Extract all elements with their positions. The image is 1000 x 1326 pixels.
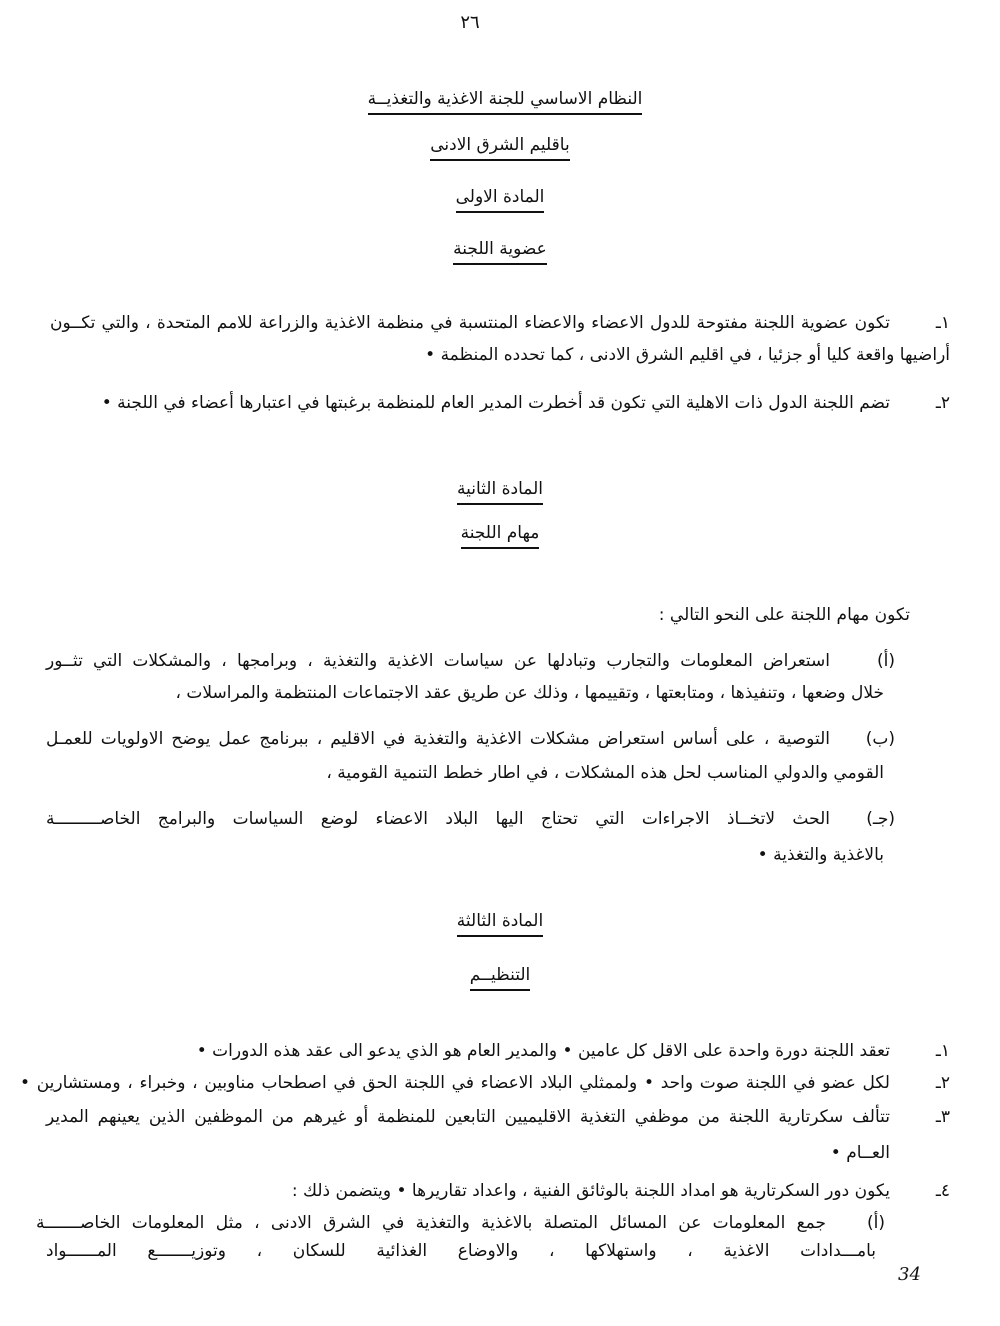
- article-2-item-a-line-2: خلال وضعها ، وتنفيذها ، ومتابعتها ، وتقييمها ، وذلك عن طريق عقد الاجتماعات المنتظمة والمراسلات ،: [175, 683, 884, 703]
- page-number: ٢٦: [460, 12, 480, 33]
- article-2-item-b-line-1: التوصية ، على أساس استعراض مشكلات الاغذية والتغذية في الاقليم ، ببرنامج عمل يوضح الاولويات للعمـل: [46, 729, 830, 749]
- article-3-item-2-line-1: لكل عضو في اللجنة صوت واحد • ولممثلي البلاد الاعضاء في اللجنة الحق في اصطحاب مناوبين ، وخبراء ، ومستشارين •: [20, 1073, 890, 1093]
- item-number: ٢ـ: [935, 393, 950, 413]
- article-2-item-c-line-2: بالاغذية والتغذية •: [757, 845, 884, 865]
- article-3-item-1-line-1: تعقد اللجنة دورة واحدة على الاقل كل عامين • والمدير العام هو الذي يدعو الى عقد هذه الدورات •: [196, 1041, 890, 1061]
- item-number: ٢ـ: [935, 1073, 950, 1093]
- article-2-intro: تكون مهام اللجنة على النحو التالي :: [658, 605, 910, 625]
- article-1-heading: المادة الاولى: [456, 187, 545, 213]
- article-2-item-c-line-1: الحث لاتخــاذ الاجراءات التي تحتاج اليها البلاد الاعضاء لوضع السياسات والبرامج الخاصـــــــــة: [46, 809, 830, 829]
- item-letter: (جـ): [866, 809, 895, 829]
- article-3-subitem-a-line-2: بامـــدادات الاغذية ، واستهلاكها ، والاوضاع الغذائية للسكان ، وتوزيـــــــع المــــــواد: [46, 1241, 876, 1261]
- article-3-heading: المادة الثالثة: [457, 911, 543, 937]
- article-1-item-1-line-1: تكون عضوية اللجنة مفتوحة للدول الاعضاء والاعضاء المنتسبة في منظمة الاغذية والزراعة للامم المتحدة ، والتي تكــون: [50, 313, 890, 333]
- article-1-item-2-line-1: تضم اللجنة الدول ذات الاهلية التي تكون قد أخطرت المدير العام للمنظمة برغبتها في اعتبارها أعضاء في اللجنة •: [101, 393, 890, 413]
- item-letter: (ب): [865, 729, 895, 749]
- article-3-item-3-line-2: العــام •: [830, 1143, 890, 1163]
- item-number: ١ـ: [935, 313, 950, 333]
- article-1-item-1-line-2: أراضيها واقعة كليا أو جزئيا ، في اقليم الشرق الادنى ، كما تحدده المنظمة •: [425, 345, 950, 365]
- article-3-subheading: التنظيــم: [470, 965, 531, 991]
- item-number: ١ـ: [935, 1041, 950, 1061]
- document-title: النظام الاساسي للجنة الاغذية والتغذيــة: [368, 89, 643, 115]
- article-2-subheading: مهام اللجنة: [461, 523, 540, 549]
- article-2-item-b-line-2: القومي والدولي المناسب لحل هذه المشكلات ، في اطار خطط التنمية القومية ،: [326, 763, 884, 783]
- handwritten-page-number: 34: [898, 1264, 921, 1285]
- item-number: ٤ـ: [935, 1181, 950, 1201]
- article-2-heading: المادة الثانية: [457, 479, 543, 505]
- item-number: ٣ـ: [935, 1107, 950, 1127]
- article-2-item-a-line-1: استعراض المعلومات والتجارب وتبادلها عن سياسات الاغذية والتغذية ، وبرامجها ، والمشكلات التي تثــور: [46, 651, 830, 671]
- article-3-item-3-line-1: تتألف سكرتارية اللجنة من موظفي التغذية الاقليميين التابعين للمنظمة أو غيرهم من الموظفين الذين يعينهم المدير: [46, 1107, 890, 1127]
- item-letter: (أ): [867, 1213, 885, 1233]
- document-subtitle: باقليم الشرق الادنى: [430, 135, 569, 161]
- article-3-subitem-a-line-1: جمع المعلومات عن المسائل المتصلة بالاغذية والتغذية في الشرق الادنى ، مثل المعلومات الخاصـــــــة: [36, 1213, 826, 1233]
- article-1-subheading: عضوية اللجنة: [453, 239, 547, 265]
- item-letter: (أ): [877, 651, 895, 671]
- article-3-item-4-line-1: يكون دور السكرتارية هو امداد اللجنة بالوثائق الفنية ، واعداد تقاريرها • ويتضمن ذلك :: [291, 1181, 890, 1201]
